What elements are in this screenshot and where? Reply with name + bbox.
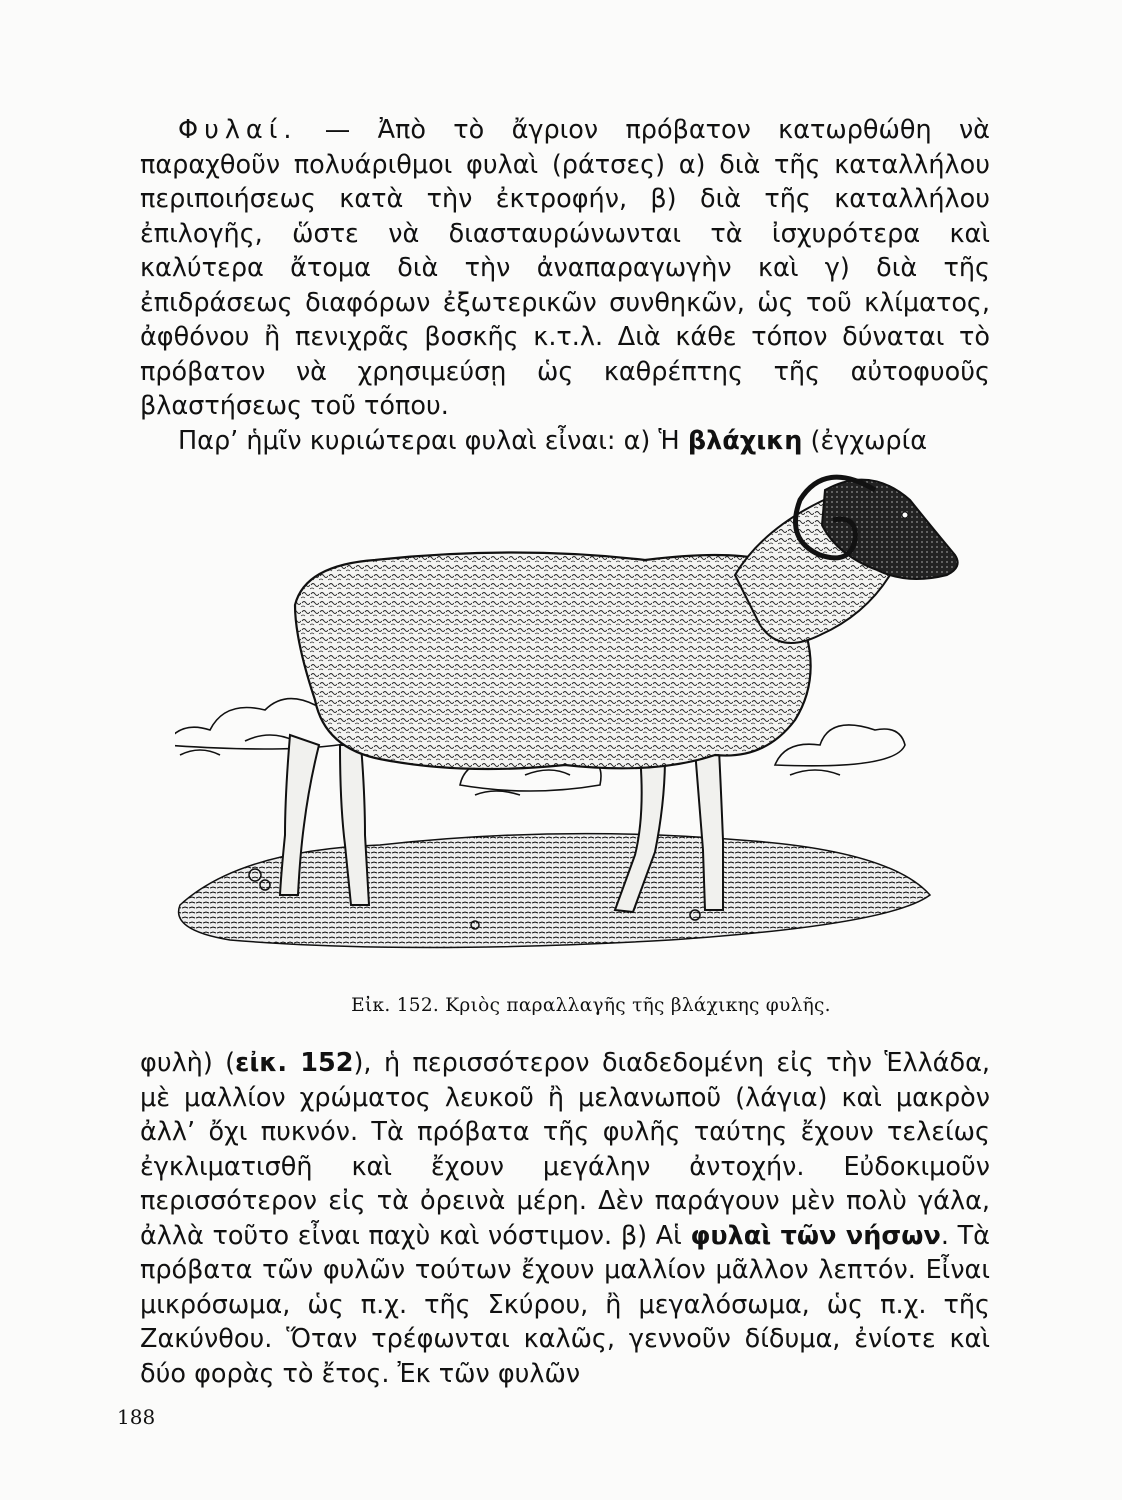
paragraph-breeds-intro bbox=[140, 113, 990, 424]
figure-caption: Εἰκ. 152. Κριὸς παραλλαγῆς τῆς βλάχικης φυλῆς. bbox=[351, 995, 831, 1016]
paragraph-text: Παρ’ ἡμῖν κυριώτεραι φυλαὶ εἶναι: α) Ἡ bbox=[178, 425, 688, 456]
section-heading: Φυλαί. bbox=[178, 115, 298, 145]
ram-eye bbox=[902, 512, 908, 518]
paragraph-text: φυλὴ) ( bbox=[140, 1048, 236, 1078]
paragraph-vlachiki-description bbox=[140, 1046, 990, 1391]
paragraph-text: — Ἀπὸ τὸ ἄγριον πρόβατον κατωρθώθη νὰ παραχθοῦν πολυάριθμοι φυλαὶ (ράτσες) α) διὰ τῆς καταλλήλου περιποιήσεως κατὰ τὴν ἐκτροφήν, β) διὰ τῆς καταλλήλου ἐπιλογῆς, ὥστε νὰ διασταυρώνωνται τὰ ἰσχυρότερα καὶ καλύτερα ἄτομα διὰ τὴν ἀναπαραγωγὴν καὶ γ) διὰ τῆς ἐπιδράσεως διαφόρων ἐξωτερικῶν συνθηκῶν, ὡς τοῦ κλίματος, ἀφθόνου ἢ πενιχρᾶς βοσκῆς κ.τ.λ. Διὰ κάθε τόπον δύναται τὸ πρόβατον νὰ χρησιμεύσῃ ὡς καθρέπτης τῆς αὐτοφυοῦς βλαστήσεως τοῦ τόπου. bbox=[140, 115, 990, 421]
cloud-right bbox=[775, 725, 905, 775]
breed-name-islands: φυλαὶ τῶν νήσων bbox=[690, 1220, 941, 1251]
paragraph-text: . Τὰ πρόβατα τῶν φυλῶν τούτων ἔχουν μαλλίον μᾶλλον λεπτόν. Εἶναι μικρόσωμα, ὡς π.χ. τῆς Σκύρου, ἢ μεγαλόσωμα, ὡς π.χ. τῆς Ζακύνθου. Ὅταν τρέφωνται καλῶς, γεννοῦν δίδυμα, ἐνίοτε καὶ δύο φορὰς τὸ ἔτος. Ἐκ τῶν φυλῶν bbox=[140, 1220, 990, 1389]
bottom-text-block bbox=[140, 1046, 990, 1391]
breed-name-vlachiki: βλάχικη bbox=[687, 425, 803, 456]
paragraph-main-breeds bbox=[140, 424, 990, 459]
top-text-block bbox=[140, 113, 990, 458]
paragraph-text: ), ἡ περισσότερον διαδεδομένη εἰς τὴν Ἑλλάδα, μὲ μαλλίον χρώματος λευκοῦ ἢ μελανωποῦ (λάγια) καὶ μακρὸν ἀλλ’ ὄχι πυκνόν. Τὰ πρόβατα τῆς φυλῆς ταύτης ἔχουν τελείως ἐγκλιματισθῆ καὶ ἔχουν μεγάλην ἀντοχήν. Εὐδοκιμοῦν περισσότερον εἰς τὰ ὀρεινὰ μέρη. Δὲν παράγουν μὲν πολὺ γάλα, ἀλλὰ τοῦτο εἶναι παχὺ καὶ νόστιμον. β) Αἱ bbox=[140, 1048, 990, 1251]
figure-reference: εἰκ. 152 bbox=[235, 1048, 354, 1078]
ram-illustration bbox=[175, 455, 965, 965]
paragraph-text: (ἐγχωρία bbox=[802, 425, 928, 456]
ram-body bbox=[295, 553, 811, 770]
page-number: 188 bbox=[117, 1405, 156, 1429]
